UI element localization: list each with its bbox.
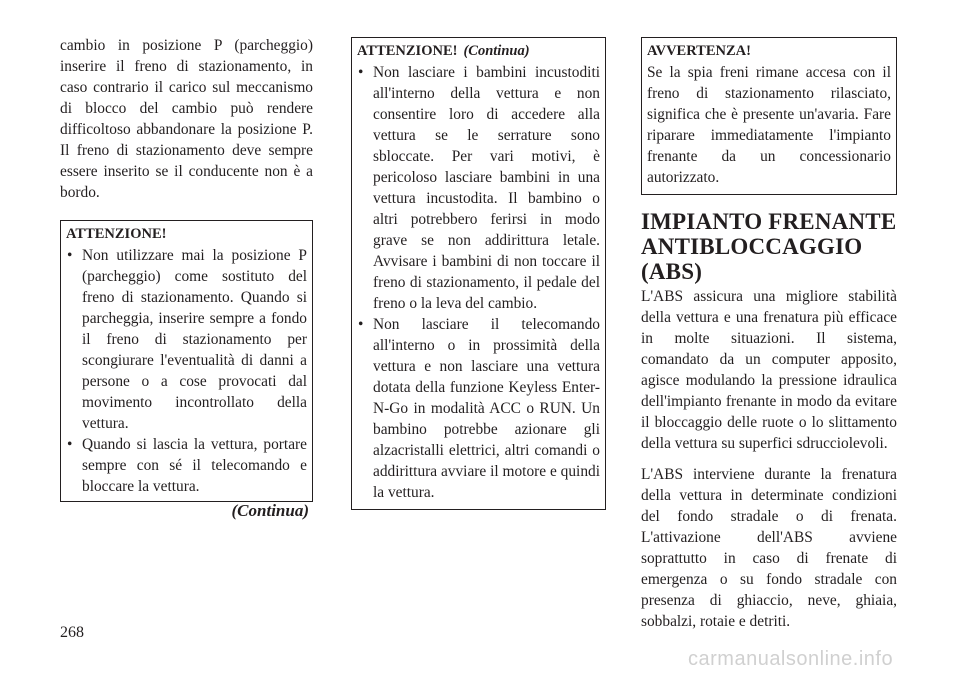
warning-item: • Non lasciare il telecomando all'interno o in prossimità della vettura e non lasciare una vettura dotata della funzione Keyless Enter-N-Go in modalità ACC o RUN. Un bambino potrebbe azionare gli alzacristalli elettrici, altri comandi o addirittura avviare il motore e quindi la vettura. <box>357 314 600 503</box>
continued-label: (Continua) <box>231 501 309 520</box>
watermark: carmanualsonline.info <box>688 648 894 670</box>
column-right <box>641 35 897 632</box>
warning-title: ATTENZIONE! <box>66 226 167 242</box>
section-heading: IMPIANTO FRENANTE ANTIBLOCCAGGIO (ABS) <box>641 209 897 284</box>
warning-item: • Quando si lascia la vettura, portare sempre con sé il telecomando e bloccare la vettura. <box>66 434 307 497</box>
abs-paragraph: L'ABS assicura una migliore stabilità della vettura e una frenatura più efficace in molte situazioni. Il sistema, comandato da un computer apposito, agisce modulando la pressione idraulica dell'impianto frenante in modo da evitare il bloccaggio delle ruote o lo slittamento della vettura su superfici sdrucciolevoli. <box>641 288 897 452</box>
warning-title-text: ATTENZIONE! <box>357 43 458 59</box>
notice-text: Se la spia freni rimane accesa con il freno di stazionamento rilasciato, significa che è presente un'avaria. Fare riparare immediatamente l'impianto frenante da un concessionario autorizzato. <box>647 64 891 186</box>
notice-title: AVVERTENZA! <box>647 43 751 59</box>
warning-box <box>60 220 313 502</box>
column-middle <box>351 35 606 510</box>
column-left <box>60 35 313 521</box>
warning-item: • Non lasciare i bambini incustoditi all'interno della vettura e non consentire loro di accedere alla vettura se le serrature sono sbloccate. Per vari motivi, è pericoloso lasciare bambini in una vettura incustodita. Il bambino o altri potrebbero ferirsi in modo grave se non addirittura letale. Avvisare i bambini di non toccare il freno di stazionamento, il pedale del freno o la leva del cambio. <box>357 62 600 314</box>
warning-list <box>357 62 600 503</box>
page-number: 268 <box>60 624 84 641</box>
warning-title <box>357 41 600 62</box>
notice-box <box>641 37 897 195</box>
continued-label: (Continua) <box>463 43 530 59</box>
warning-list <box>66 245 307 497</box>
intro-paragraph: cambio in posizione P (parcheggio) inserire il freno di stazionamento, in caso contrario il carico sul meccanismo di blocco del cambio può rendere difficoltoso abbandonare la posizione P. Il freno di stazionamento deve sempre essere inserito se il conducente non è a bordo. <box>60 37 313 201</box>
warning-box-continued <box>351 37 606 510</box>
abs-paragraph: L'ABS interviene durante la frenatura della vettura in determinate condizioni del fondo stradale o di frenata. L'attivazione dell'ABS avviene soprattutto in caso di frenate di emergenza o su fondo stradale con presenza di ghiaccio, neve, ghiaia, sobbalzi, rotaie e detriti. <box>641 466 897 630</box>
warning-item: • Non utilizzare mai la posizione P (parcheggio) come sostituto del freno di stazionamento. Quando si parcheggia, inserire sempre a fondo il freno di stazionamento per scongiurare l'eventualità di danni a persone o a cose provocati dal movimento incontrollato della vettura. <box>66 245 307 434</box>
